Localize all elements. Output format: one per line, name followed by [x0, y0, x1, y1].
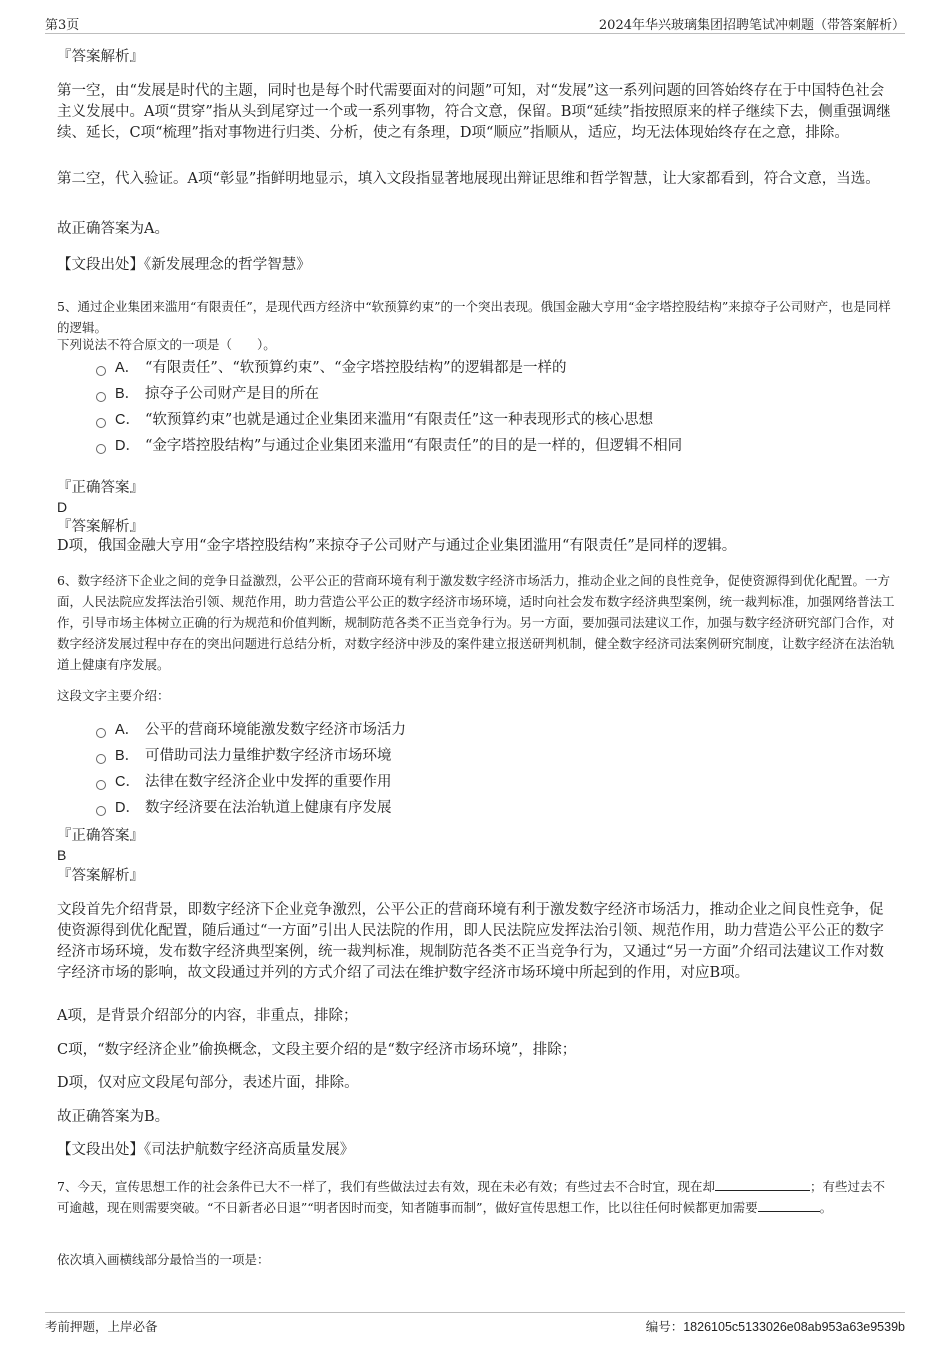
- radio-icon[interactable]: [96, 806, 106, 816]
- q6-answer-label: 『正确答案』: [57, 828, 144, 844]
- q6-option-b[interactable]: [96, 746, 896, 766]
- q5-option-c[interactable]: [96, 410, 896, 430]
- page-number: 第3页: [45, 18, 80, 33]
- option-letter: C．: [115, 412, 140, 428]
- q5-analysis: D项，俄国金融大亨用“金字塔控股结构”来掠夺子公司财产与通过企业集团滥用“有限责任”是同样的逻辑。: [57, 538, 737, 554]
- q7-stem-part-2: ；有些过去不可逾越，现在则需要突破。“不日新者必日退”“明者因时而变，知者随事而制”，做好宣传思想工作，比以往任何时候都更加需要: [57, 1179, 885, 1215]
- q7-stem-part-1: 7、今天，宣传思想工作的社会条件已大不一样了，我们有些做法过去有效，现在未必有效；有些过去不合时宜，现在却: [57, 1179, 715, 1194]
- q4-analysis-paragraph-2: 第二空，代入验证。A项“彰显”指鲜明地显示，填入文段指显著地展现出辩证思维和哲学智慧，让大家都看到，符合文意，当选。: [57, 171, 880, 187]
- q5-answer: D: [57, 499, 68, 515]
- radio-icon[interactable]: [96, 366, 106, 376]
- option-letter: B．: [115, 748, 140, 764]
- radio-icon[interactable]: [96, 728, 106, 738]
- q5-answer-label: 『正确答案』: [57, 480, 144, 496]
- option-text: “有限责任”、“软预算约束”、“金字塔控股结构”的逻辑都是一样的: [145, 360, 567, 376]
- q5-option-a[interactable]: [96, 358, 896, 378]
- q6-source: 【文段出处】《司法护航数字经济高质量发展》: [57, 1142, 355, 1158]
- radio-icon[interactable]: [96, 418, 106, 428]
- radio-icon[interactable]: [96, 780, 106, 790]
- q6-stem: 6、数字经济下企业之间的竞争日益激烈，公平公正的营商环境有利于激发数字经济市场活力，推动企业之间的良性竞争，促使资源得到优化配置。一方面，人民法院应发挥法治引领、规范作用，助力营造公平公正的数字经济市场环境，适时向社会发布数字经济典型案例，统一裁判标准，加强网络普法工作，引导市场主体树立正确的行为规范和价值判断，规制防范各类不正当竞争行为。另一方面，要加强司法建议工作，加强与数字经济研究部门合作，对数字经济发展过程中存在的突出问题进行总结分析，对数字经济中涉及的案件建立报送研判机制，健全数字经济司法案例研究制度，让数字经济在法治轨道上健康有序发展。: [57, 573, 895, 672]
- q6-analysis-label: 『答案解析』: [57, 868, 144, 884]
- answer-blank-1: [715, 1177, 810, 1191]
- q6-analysis-option-c: C项，“数字经济企业”偷换概念，文段主要介绍的是“数字经济市场环境”，排除；: [57, 1042, 577, 1058]
- answer-blank-2: [758, 1198, 820, 1212]
- q5-option-d[interactable]: [96, 436, 896, 456]
- q7-stem-part-3: 。: [819, 1200, 833, 1215]
- q4-source: 【文段出处】《新发展理念的哲学智慧》: [57, 257, 311, 273]
- q5-prompt: 下列说法不符合原文的一项是（ ）。: [57, 337, 276, 352]
- option-text: 可借助司法力量维护数字经济市场环境: [145, 748, 392, 764]
- q7-stem: [57, 1176, 897, 1218]
- option-text: “金字塔控股结构”与通过企业集团来滥用“有限责任”的目的是一样的，但逻辑不相同: [145, 438, 683, 454]
- footer-slogan: 考前押题，上岸必备: [45, 1319, 158, 1334]
- radio-icon[interactable]: [96, 444, 106, 454]
- q6-analysis-option-a: A项，是背景介绍部分的内容，非重点，排除；: [57, 1008, 358, 1024]
- q6-prompt: 这段文字主要介绍：: [57, 688, 170, 703]
- q6-analysis-option-d: D项，仅对应文段尾句部分，表述片面，排除。: [57, 1075, 359, 1091]
- q6-option-c[interactable]: [96, 772, 896, 792]
- radio-icon[interactable]: [96, 754, 106, 764]
- q6-answer: B: [57, 847, 67, 863]
- option-letter: B．: [115, 386, 140, 402]
- option-letter: A．: [115, 722, 140, 738]
- q5-stem: 5、通过企业集团来滥用“有限责任”，是现代西方经济中“软预算约束”的一个突出表现。俄国金融大亨用“金字塔控股结构”来掠夺子公司财产，也是同样的逻辑。: [57, 299, 891, 335]
- q6-analysis-paragraph-1: 文段首先介绍背景，即数字经济下企业竞争激烈，公平公正的营商环境有利于激发数字经济市场活力，推动企业之间良性竞争，促使资源得到优化配置，随后通过“一方面”引出人民法院的作用，即人民法院应发挥法治引领、规范作用，助力营造公平公正的数字经济市场环境，发布数字经济典型案例，统一裁判标准，规制防范各类不正当竞争行为，又通过“另一方面”介绍司法建议工作对数字经济市场的影响，故文段通过并列的方式介绍了司法在维护数字经济市场环境中所起到的作用，对应B项。: [57, 902, 884, 981]
- option-text: 法律在数字经济企业中发挥的重要作用: [145, 774, 392, 790]
- q4-analysis-label: 『答案解析』: [57, 49, 144, 65]
- option-text: 公平的营商环境能激发数字经济市场活力: [145, 722, 406, 738]
- q5-analysis-label: 『答案解析』: [57, 519, 144, 535]
- option-text: “软预算约束”也就是通过企业集团来滥用“有限责任”这一种表现形式的核心思想: [145, 412, 654, 428]
- document-serial: 编号：1826105c5133026e08ab953a63e9539b: [645, 1320, 905, 1334]
- radio-icon[interactable]: [96, 392, 106, 402]
- q7-prompt: 依次填入画横线部分最恰当的一项是：: [57, 1252, 270, 1267]
- page-footer: [45, 1312, 905, 1338]
- option-letter: A．: [115, 360, 140, 376]
- option-letter: D．: [115, 800, 140, 816]
- q6-option-d[interactable]: [96, 798, 896, 818]
- option-letter: D．: [115, 438, 140, 454]
- q5-option-b[interactable]: [96, 384, 896, 404]
- q6-conclusion: 故正确答案为B。: [57, 1109, 170, 1125]
- q4-analysis-paragraph-1: 第一空，由“发展是时代的主题，同时也是每个时代需要面对的问题”可知，对“发展”这一系列问题的回答始终存在于中国特色社会主义发展中。A项“贯穿”指从头到尾穿过一个或一系列事物，符合文意，保留。B项“延续”指按照原来的样子继续下去，侧重强调继续、延长，C项“梳理”指对事物进行归类、分析，使之有条理，D项“顺应”指顺从，适应，均无法体现始终存在之意，排除。: [57, 83, 891, 141]
- option-text: 掠夺子公司财产是目的所在: [145, 386, 319, 402]
- document-title: 2024年华兴玻璃集团招聘笔试冲刺题（带答案解析）: [598, 18, 905, 33]
- q4-conclusion: 故正确答案为A。: [57, 221, 169, 237]
- option-letter: C．: [115, 774, 140, 790]
- q6-option-a[interactable]: [96, 720, 896, 740]
- page-header: [45, 12, 905, 34]
- option-text: 数字经济要在法治轨道上健康有序发展: [145, 800, 392, 816]
